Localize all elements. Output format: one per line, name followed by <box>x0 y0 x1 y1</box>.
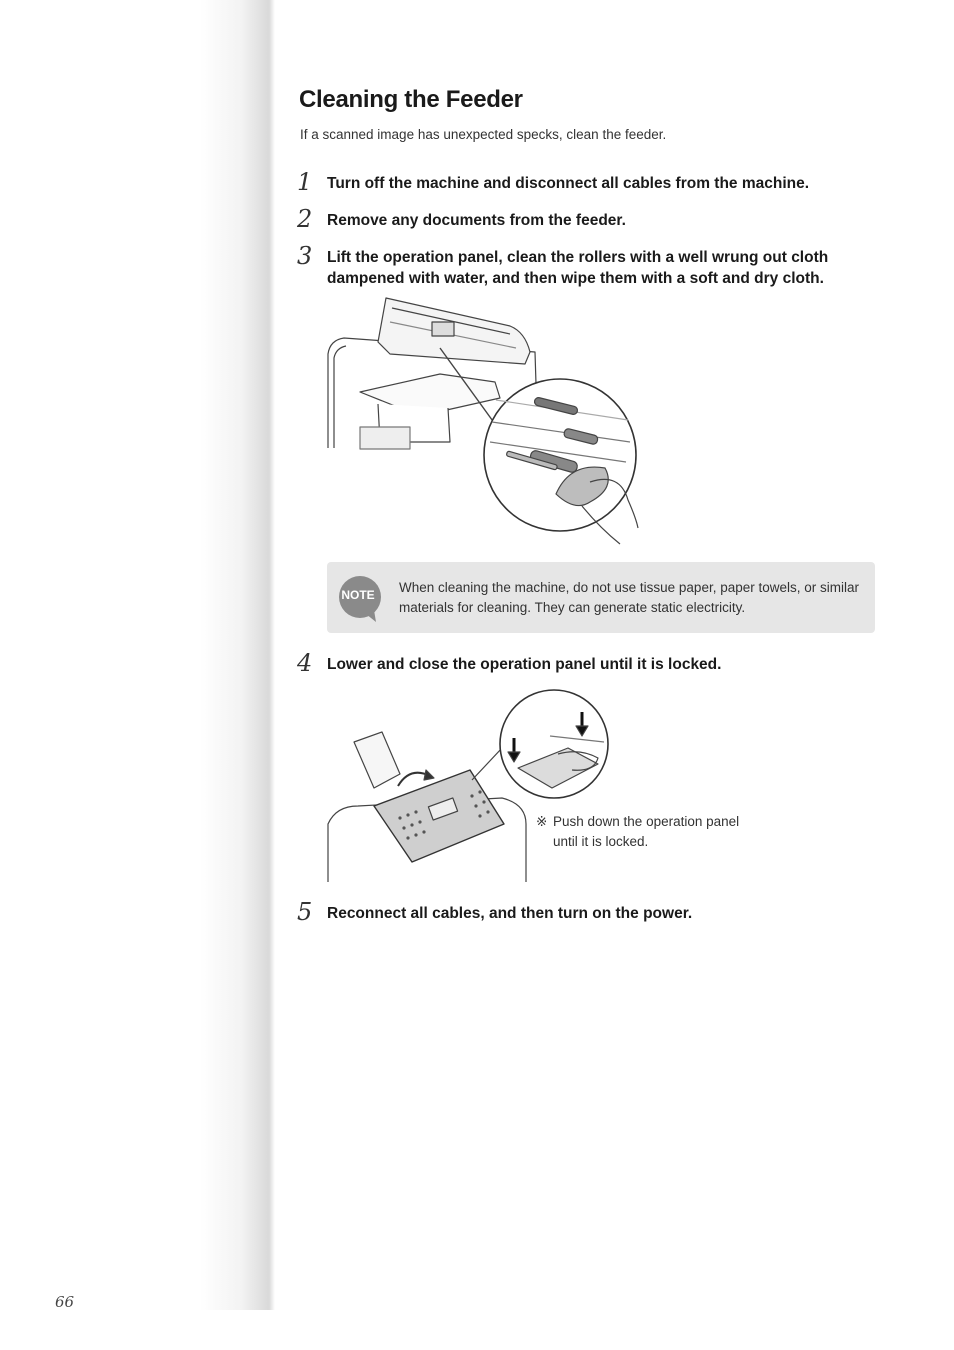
page-title: Cleaning the Feeder <box>299 86 523 113</box>
page-edge-shading <box>200 0 275 1310</box>
note-text: When cleaning the machine, do not use tissue paper, paper towels, or similar materials for cleaning. They can generate static electricity. <box>399 580 860 615</box>
section-intro: If a scanned image has unexpected specks, clean the feeder. <box>300 127 667 142</box>
step-number: 3 <box>297 242 313 270</box>
reference-mark: ※ <box>536 814 548 829</box>
step-number: 2 <box>297 205 313 233</box>
step-text: Lower and close the operation panel until it is locked. <box>327 656 722 673</box>
step-number: 1 <box>297 168 313 196</box>
step-text: Lift the operation panel, clean the rollers with a well wrung out cloth dampened with water, and then wipe them with a soft and dry cloth. <box>327 249 829 287</box>
step-text: Turn off the machine and disconnect all cables from the machine. <box>327 175 810 192</box>
note-box <box>327 562 875 633</box>
feeder-cleaning-illustration <box>320 292 650 552</box>
step-text: Remove any documents from the feeder. <box>327 212 626 229</box>
caption-text: Push down the operation panel until it is locked. <box>553 814 740 849</box>
step-text: Reconnect all cables, and then turn on the power. <box>327 905 693 922</box>
page-number: 66 <box>55 1293 75 1311</box>
panel-closing-illustration <box>322 688 614 884</box>
step-number: 5 <box>297 898 313 926</box>
note-badge-label: NOTE <box>341 588 375 602</box>
step-number: 4 <box>297 649 313 677</box>
illustration-caption <box>536 812 756 851</box>
